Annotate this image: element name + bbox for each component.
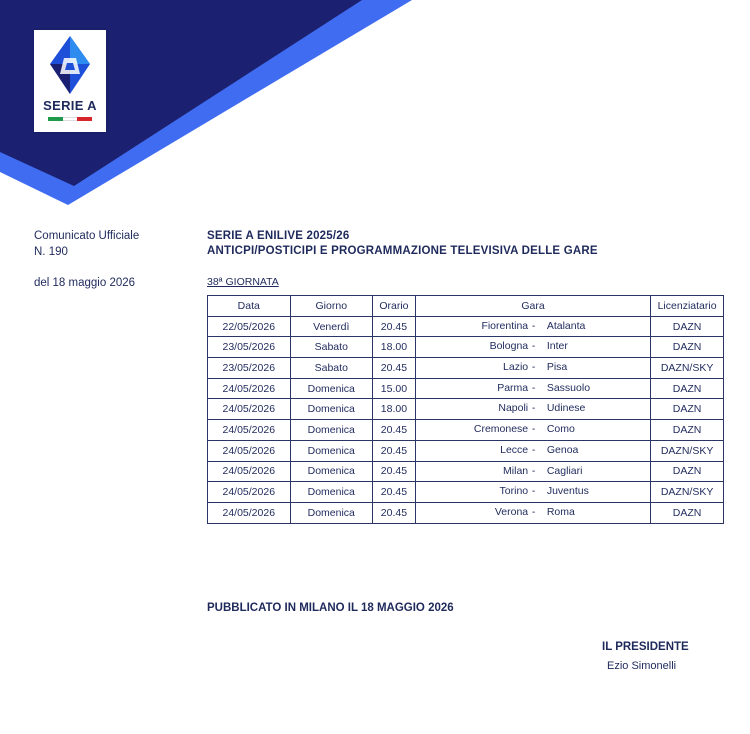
- cell-date: 24/05/2026: [208, 482, 291, 503]
- table-row: [208, 502, 724, 523]
- cell-broadcaster: DAZN: [651, 420, 724, 441]
- cell-broadcaster: DAZN: [651, 337, 724, 358]
- table-header-row: [208, 296, 724, 317]
- table-row: [208, 482, 724, 503]
- col-header-data: Data: [208, 296, 291, 317]
- published-statement: PUBBLICATO IN MILANO IL 18 MAGGIO 2026: [207, 602, 454, 614]
- cell-time: 18.00: [373, 399, 416, 420]
- table-row: [208, 420, 724, 441]
- col-header-licenziatario: Licenziatario: [651, 296, 724, 317]
- cell-time: 20.45: [373, 420, 416, 441]
- communique-label: Comunicato Ufficiale: [34, 230, 140, 242]
- away-team: Como: [546, 423, 575, 436]
- col-header-gara: Gara: [415, 296, 650, 317]
- cell-match: [415, 461, 650, 482]
- header-banner: [0, 0, 750, 230]
- table-row: [208, 461, 724, 482]
- cell-day: Domenica: [290, 420, 372, 441]
- cell-match: [415, 420, 650, 441]
- cell-match: [415, 399, 650, 420]
- cell-broadcaster: DAZN/SKY: [651, 482, 724, 503]
- match-separator: -: [531, 464, 536, 477]
- cell-match: [415, 502, 650, 523]
- home-team: Lecce: [500, 443, 529, 456]
- cell-day: Sabato: [290, 358, 372, 379]
- serie-a-emblem-icon: [34, 32, 106, 100]
- away-team: Inter: [546, 340, 568, 353]
- cell-date: 24/05/2026: [208, 502, 291, 523]
- away-team: Juventus: [546, 485, 589, 498]
- cell-broadcaster: DAZN/SKY: [651, 440, 724, 461]
- match-separator: -: [531, 505, 536, 518]
- cell-time: 20.45: [373, 316, 416, 337]
- cell-time: 20.45: [373, 461, 416, 482]
- cell-time: 18.00: [373, 337, 416, 358]
- table-row: [208, 316, 724, 337]
- home-team: Lazio: [503, 361, 529, 374]
- cell-day: Domenica: [290, 440, 372, 461]
- home-team: Bologna: [489, 340, 529, 353]
- col-header-giorno: Giorno: [290, 296, 372, 317]
- match-separator: -: [531, 340, 536, 353]
- cell-day: Domenica: [290, 399, 372, 420]
- home-team: Napoli: [498, 402, 529, 415]
- cell-broadcaster: DAZN: [651, 399, 724, 420]
- cell-date: 23/05/2026: [208, 358, 291, 379]
- cell-time: 20.45: [373, 482, 416, 503]
- cell-time: 20.45: [373, 440, 416, 461]
- cell-date: 24/05/2026: [208, 399, 291, 420]
- away-team: Genoa: [546, 443, 579, 456]
- table-row: [208, 358, 724, 379]
- home-team: Torino: [499, 485, 529, 498]
- communique-number: N. 190: [34, 246, 68, 258]
- cell-day: Domenica: [290, 502, 372, 523]
- match-separator: -: [531, 443, 536, 456]
- cell-day: Domenica: [290, 482, 372, 503]
- match-separator: -: [531, 319, 536, 332]
- table-row: [208, 440, 724, 461]
- round-heading: 38ª GIORNATA: [207, 276, 279, 288]
- serie-a-logo: [34, 30, 106, 132]
- match-separator: -: [531, 402, 536, 415]
- cell-day: Venerdì: [290, 316, 372, 337]
- away-team: Atalanta: [546, 319, 586, 332]
- match-separator: -: [531, 381, 536, 394]
- cell-day: Domenica: [290, 461, 372, 482]
- cell-broadcaster: DAZN: [651, 461, 724, 482]
- table-row: [208, 337, 724, 358]
- away-team: Sassuolo: [546, 381, 591, 394]
- home-team: Fiorentina: [481, 319, 529, 332]
- cell-date: 24/05/2026: [208, 461, 291, 482]
- away-team: Cagliari: [546, 464, 583, 477]
- home-team: Verona: [494, 505, 529, 518]
- table-row: [208, 378, 724, 399]
- match-separator: -: [531, 485, 536, 498]
- logo-text: SERIE A: [43, 98, 97, 113]
- away-team: Roma: [546, 505, 575, 518]
- home-team: Parma: [497, 381, 529, 394]
- signatory-role: IL PRESIDENTE: [602, 641, 689, 653]
- away-team: Udinese: [546, 402, 586, 415]
- cell-date: 24/05/2026: [208, 378, 291, 399]
- cell-date: 23/05/2026: [208, 337, 291, 358]
- communique-date: del 18 maggio 2026: [34, 277, 136, 289]
- away-team: Pisa: [546, 361, 568, 374]
- cell-match: [415, 378, 650, 399]
- cell-time: 20.45: [373, 502, 416, 523]
- cell-match: [415, 316, 650, 337]
- cell-broadcaster: DAZN/SKY: [651, 358, 724, 379]
- cell-time: 20.45: [373, 358, 416, 379]
- cell-match: [415, 337, 650, 358]
- cell-match: [415, 482, 650, 503]
- cell-date: 24/05/2026: [208, 420, 291, 441]
- table-row: [208, 399, 724, 420]
- cell-time: 15.00: [373, 378, 416, 399]
- cell-match: [415, 440, 650, 461]
- cell-broadcaster: DAZN: [651, 316, 724, 337]
- cell-match: [415, 358, 650, 379]
- cell-date: 22/05/2026: [208, 316, 291, 337]
- home-team: Milan: [503, 464, 529, 477]
- match-separator: -: [531, 361, 536, 374]
- cell-day: Domenica: [290, 378, 372, 399]
- schedule-table: [207, 295, 724, 524]
- signatory-name: Ezio Simonelli: [607, 660, 677, 672]
- col-header-orario: Orario: [373, 296, 416, 317]
- italian-flag-stripe: [48, 117, 92, 121]
- cell-date: 24/05/2026: [208, 440, 291, 461]
- cell-day: Sabato: [290, 337, 372, 358]
- document-title: SERIE A ENILIVE 2025/26: [207, 230, 350, 242]
- match-separator: -: [531, 423, 536, 436]
- cell-broadcaster: DAZN: [651, 502, 724, 523]
- document-subtitle: ANTICPI/POSTICIPI E PROGRAMMAZIONE TELEVISIVA DELLE GARE: [207, 245, 598, 257]
- home-team: Cremonese: [473, 423, 529, 436]
- cell-broadcaster: DAZN: [651, 378, 724, 399]
